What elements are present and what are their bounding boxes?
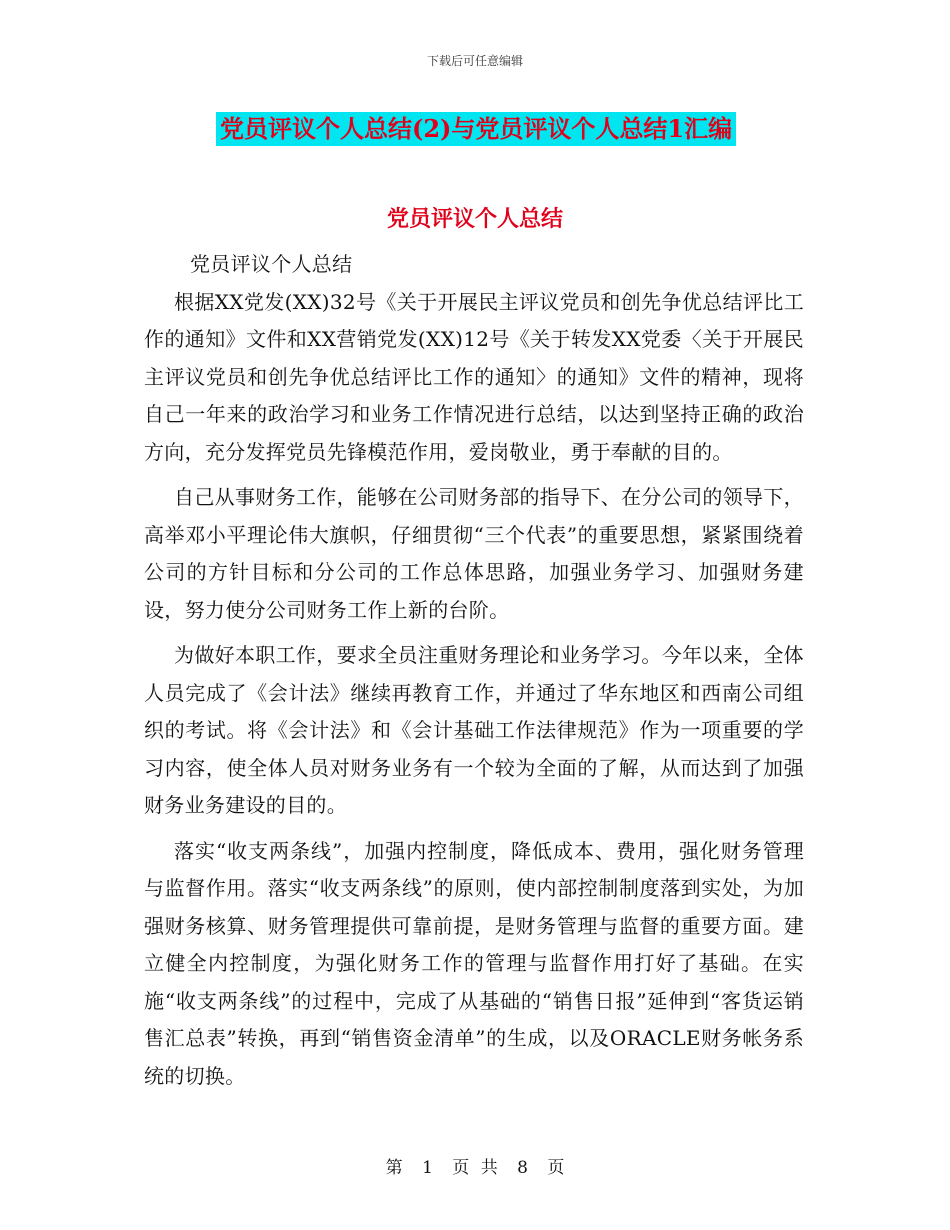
footer-mid: 页 共 xyxy=(452,1158,498,1178)
header-note: 下载后可任意编辑 xyxy=(426,54,523,68)
section-title: 党员评议个人总结 xyxy=(386,206,563,232)
page-footer xyxy=(0,1153,950,1178)
paragraph: 为做好本职工作，要求全员注重财务理论和业务学习。今年以来，全体人员完成了《会计法》继续再教育工作，并通过了华东地区和西南公司组织的考试。将《会计法》和《会计基础工作法律规范》作为一项重要的学习内容，使全体人员对财务业务有一个较为全面的了解，从而达到了加强财务业务建设的目的。 xyxy=(144,643,804,817)
paragraph: 自己从事财务工作，能够在公司财务部的指导下、在分公司的领导下，高举邓小平理论伟大旗帜，仔细贯彻“三个代表”的重要思想，紧紧围绕着公司的方针目标和分公司的工作总体思路，加强业务学习、加强财务建设，努力使分公司财务工作上新的台阶。 xyxy=(144,485,804,622)
paragraph: 根据XX党发(XX)32号《关于开展民主评议党员和创先争优总结评比工作的通知》文件和XX营销党发(XX)12号《关于转发XX党委〈关于开展民主评议党员和创先争优总结评比工作的通知〉的通知》文件的精神，现将自己一年来的政治学习和业务工作情况进行总结，以达到坚持正确的政治方向，充分发挥党员先锋模范作用，爱岗敬业，勇于奉献的目的。 xyxy=(144,289,804,464)
page-number: 1 xyxy=(422,1158,433,1178)
paragraph: 落实“收支两条线”，加强内控制度，降低成本、费用，强化财务管理与监督作用。落实“收支两条线”的原则，使内部控制制度落到实处，为加强财务核算、财务管理提供可靠前提，是财务管理与监督的重要方面。建立健全内控制度，为强化财务工作的管理与监督作用打好了基础。在实施“收支两条线”的过程中，完成了从基础的“销售日报”延伸到“客货运销售汇总表”转换，再到“销售资金清单”的生成，以及ORACLE财务帐务系统的切换。 xyxy=(144,838,804,1088)
total-pages: 8 xyxy=(517,1158,528,1178)
document-title: 党员评议个人总结(2)与党员评议个人总结1汇编 xyxy=(216,112,736,146)
footer-suffix: 页 xyxy=(547,1158,565,1178)
paragraph-heading: 党员评议个人总结 xyxy=(190,252,353,276)
footer-prefix: 第 xyxy=(385,1158,403,1178)
document-body xyxy=(144,246,804,1103)
